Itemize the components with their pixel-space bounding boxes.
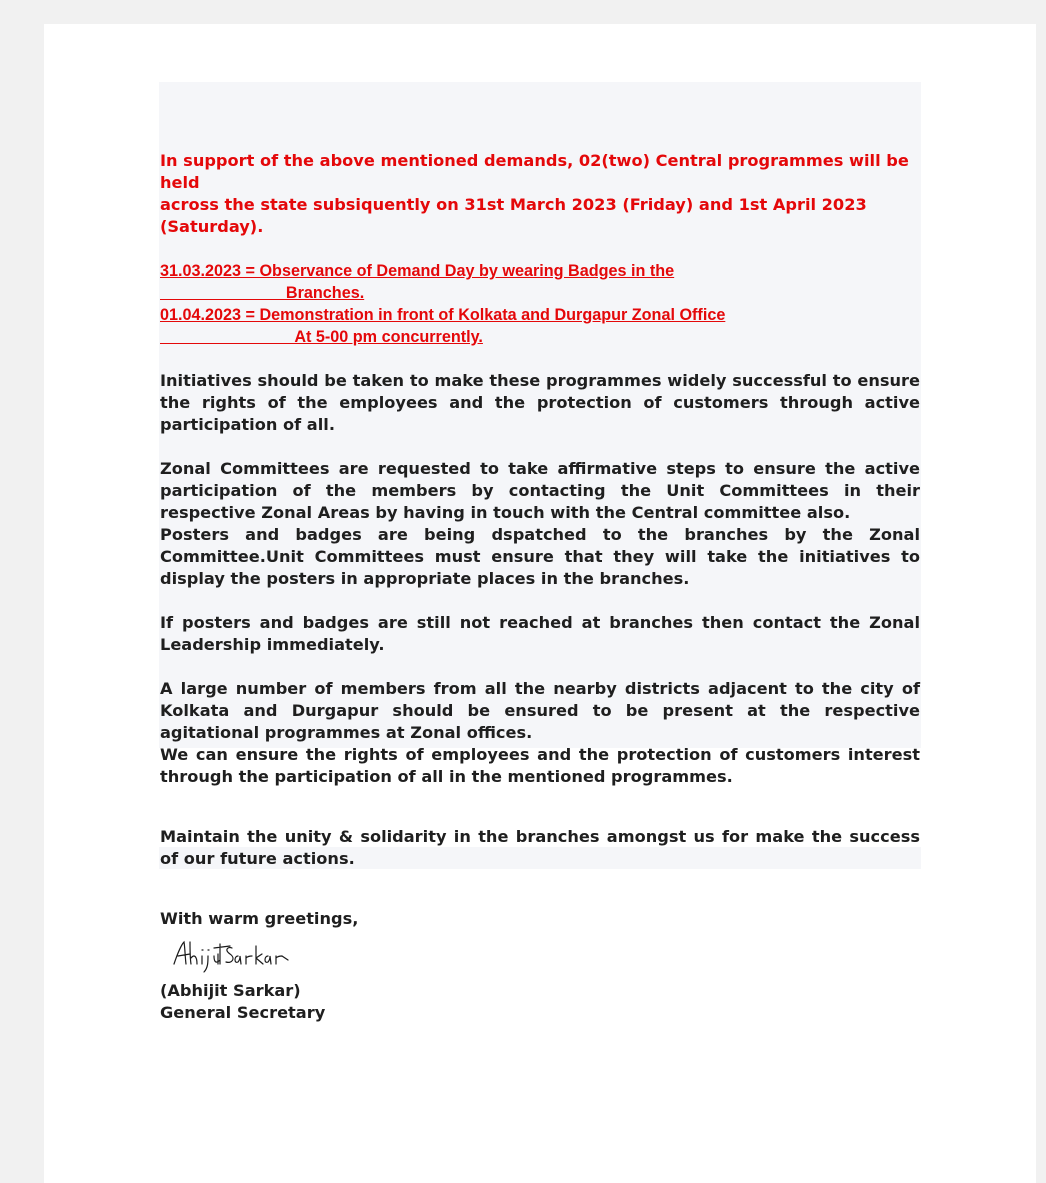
intro-paragraph: [160, 150, 920, 238]
greeting: With warm greetings,: [160, 909, 359, 928]
schedule-item-1-line-2: Branches.: [160, 284, 365, 302]
zonal-committees-paragraph: Zonal Committees are requested to take affirmative steps to ensure the active participation of the members by contacting the Unit Committees in their respective Zonal Areas by having in touch with the Central committee also.: [160, 459, 920, 522]
not-reached-paragraph: If posters and badges are still not reached at branches then contact the Zonal Leadership immediately.: [160, 613, 920, 654]
members-paragraph: A large number of members from all the nearby districts adjacent to the city of Kolkata and Durgapur should be ensured to be present at the respective agitational programmes at Zonal offices.: [160, 679, 920, 742]
posters-paragraph: Posters and badges are being dspatched to the branches by the Zonal Committee.Unit Committees must ensure that they will take the initiatives to display the posters in appropriate places in the branches.: [160, 525, 920, 588]
signatory-name: (Abhijit Sarkar): [160, 981, 301, 1000]
schedule-item-1-line-1: 31.03.2023 = Observance of Demand Day by wearing Badges in the: [160, 262, 675, 280]
intro-line-1: In support of the above mentioned demands, 02(two) Central programmes will be held: [160, 151, 909, 192]
schedule-item-2-line-2: At 5-00 pm concurrently.: [160, 328, 483, 346]
signature-image: [170, 934, 340, 974]
signatory-designation: General Secretary: [160, 1003, 326, 1022]
schedule-list: [160, 260, 920, 370]
signature: [160, 930, 920, 980]
intro-line-2: across the state subsiquently on 31st March 2023 (Friday) and 1st April 2023 (Saturday).: [160, 195, 867, 236]
schedule-item-2-line-1: 01.04.2023 = Demonstration in front of Kolkata and Durgapur Zonal Office: [160, 306, 726, 324]
letter-body: [160, 150, 920, 1024]
rights-paragraph: We can ensure the rights of employees and the protection of customers interest through the participation of all in the mentioned programmes.: [160, 745, 920, 786]
unity-paragraph: Maintain the unity & solidarity in the branches amongst us for make the success of our future actions.: [160, 827, 920, 868]
initiatives-paragraph: Initiatives should be taken to make these programmes widely successful to ensure the rights of the employees and the protection of customers through active participation of all.: [160, 371, 920, 434]
